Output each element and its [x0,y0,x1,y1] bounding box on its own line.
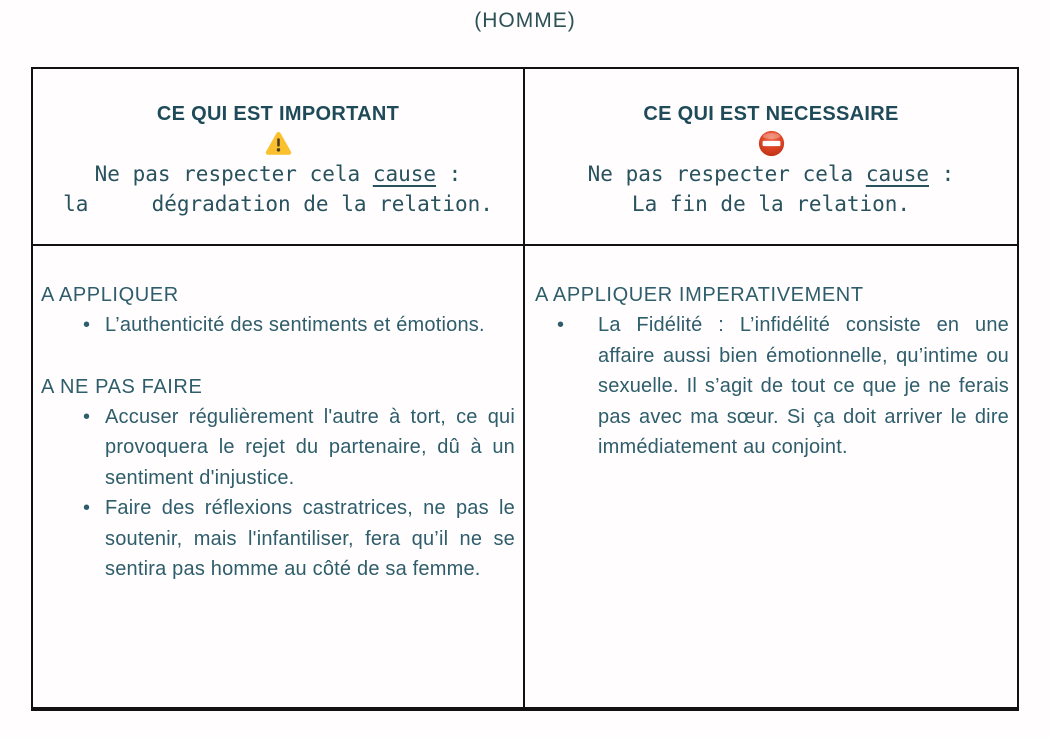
section-heading-a-appliquer: A APPLIQUER [41,284,179,306]
consequence-post: : [436,162,462,186]
consequence-line-1 [525,159,1017,189]
consequence-line-1 [33,159,523,189]
header-cell-necessaire [525,69,1017,246]
consequence-line-2: la dégradation de la relation. [63,192,493,216]
warning-icon [33,128,523,159]
bullet-list-a-appliquer-imperativement [535,310,1009,463]
bullet-item: • Faire des réflexions castratrices, ne pas le soutenir, mais l'infantiliser, fera qu’il ne se sentira pas homme au côté de sa femme. [105,493,515,585]
consequence-post: : [929,162,955,186]
header-cell-important [33,69,525,246]
column-title-important: CE QUI EST IMPORTANT [156,103,400,125]
consequence-cause-underlined: cause [865,162,930,186]
bullet-list-a-ne-pas-faire [41,402,515,585]
page-title: (HOMME) [474,9,576,32]
consequence-pre: Ne pas respecter cela [587,162,866,186]
comparison-table [31,67,1019,711]
body-cell-necessaire [525,246,1017,707]
bullet-item: • Accuser régulièrement l'autre à tort, ce qui provoquera le rejet du partenaire, dû à un sentiment d'injustice. [105,402,515,494]
bullet-item: • La Fidélité : L’infidélité consiste en une affaire aussi bien émotionnelle, qu’intime ou sexuelle. Il s’agit de tout ce que je ne ferais pas avec ma sœur. Si ça doit arriver le dire immédiatement au conjoint. [598,310,1009,463]
consequence-line-2: La fin de la relation. [631,192,911,216]
section-heading-a-ne-pas-faire: A NE PAS FAIRE [41,375,203,398]
column-title-necessaire: CE QUI EST NECESSAIRE [643,103,899,125]
bullet-list-a-appliquer [41,310,515,341]
bullet-item: • L’authenticité des sentiments et émotions. [105,310,515,341]
section-heading-a-appliquer-imperativement: A APPLIQUER IMPERATIVEMENT [535,284,864,306]
consequence-cause-underlined: cause [372,162,437,186]
no-entry-icon [525,128,1017,159]
body-cell-important [33,246,525,707]
consequence-pre: Ne pas respecter cela [94,162,373,186]
